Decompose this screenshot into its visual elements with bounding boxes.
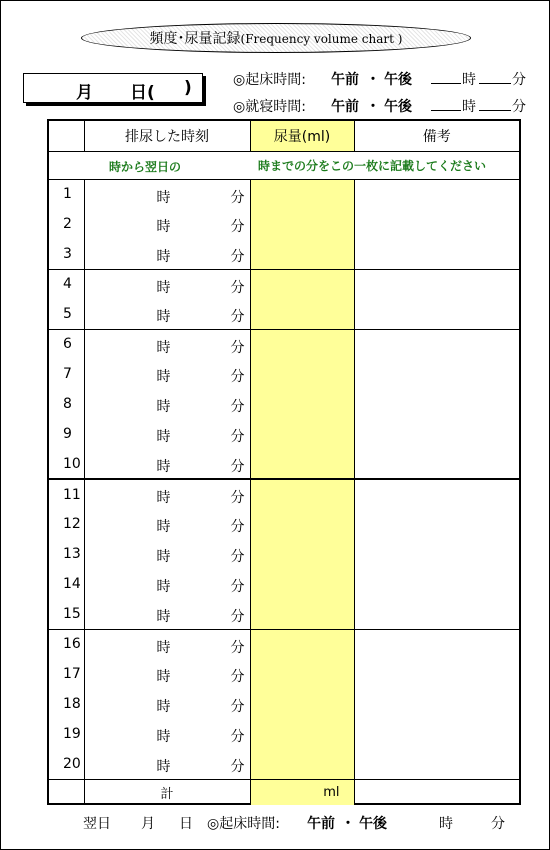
- hour-unit: 時: [156, 519, 171, 535]
- row-number: 2: [63, 216, 72, 232]
- void-time-cell[interactable]: [84, 479, 250, 509]
- minute-unit: 分: [230, 339, 245, 356]
- header-volume: 尿量(ml): [250, 121, 354, 151]
- notes-cell[interactable]: [354, 539, 519, 569]
- sleep-time-label: ◎就寝時間:: [233, 99, 306, 115]
- next-day-wake-label: ◎起床時間:: [207, 816, 280, 832]
- notes-cell[interactable]: [354, 599, 519, 629]
- table-row: [49, 389, 519, 419]
- header-void-time: 排尿した時刻: [84, 121, 250, 151]
- instruction-left-cell: [49, 151, 250, 179]
- hour-unit: 時: [156, 219, 171, 235]
- instruction-right-text: 時までの分をこの一枚に記載してください: [250, 151, 519, 179]
- minute-unit: 分: [230, 669, 245, 685]
- voiding-table: [47, 119, 521, 805]
- notes-cell[interactable]: [354, 629, 519, 659]
- table-row: [49, 479, 519, 509]
- next-day-wake-line: [83, 813, 523, 833]
- hour-unit: 時: [156, 369, 171, 385]
- sleep-pm-option[interactable]: 午後: [384, 99, 412, 115]
- hour-unit: 時: [156, 699, 171, 715]
- volume-cell[interactable]: [250, 239, 354, 269]
- hour-unit: 時: [156, 490, 171, 506]
- volume-cell[interactable]: [250, 479, 354, 509]
- date-paren-close: ): [184, 78, 192, 98]
- table-row: [49, 329, 519, 359]
- total-number-cell: [49, 779, 84, 805]
- table-row: [49, 239, 519, 269]
- volume-cell[interactable]: [250, 329, 354, 359]
- minute-unit: 分: [230, 399, 245, 415]
- wake-pm-option[interactable]: 午後: [384, 72, 412, 88]
- instruction-row: [49, 151, 519, 179]
- minute-unit: 分: [230, 519, 245, 535]
- volume-cell[interactable]: [250, 599, 354, 629]
- volume-cell[interactable]: [250, 389, 354, 419]
- table-row: [49, 629, 519, 659]
- sleep-am-option[interactable]: 午前: [331, 99, 359, 115]
- row-number: 9: [63, 426, 72, 442]
- sleep-hour-blank[interactable]: [431, 96, 461, 111]
- notes-cell[interactable]: [354, 329, 519, 359]
- row-number: 19: [63, 726, 81, 742]
- header-notes: 備考: [354, 121, 519, 151]
- notes-cell[interactable]: [354, 449, 519, 479]
- table-row: [49, 689, 519, 719]
- next-day-month-unit: 月: [141, 816, 155, 832]
- hour-unit: 時: [156, 189, 171, 206]
- void-time-cell[interactable]: [84, 179, 250, 209]
- wake-am-option[interactable]: 午前: [331, 72, 359, 88]
- notes-cell[interactable]: [354, 689, 519, 719]
- sleep-minute-unit: 分: [512, 99, 526, 115]
- void-time-cell[interactable]: [84, 209, 250, 239]
- row-number: 10: [49, 449, 84, 479]
- notes-cell[interactable]: [354, 239, 519, 269]
- instruction-left-text: 時から翌日の: [109, 159, 182, 174]
- table-body: [49, 151, 519, 779]
- notes-cell[interactable]: [354, 209, 519, 239]
- minute-unit: 分: [230, 429, 245, 445]
- table-row: [49, 209, 519, 239]
- title-banner: [81, 23, 471, 53]
- table-row: [49, 449, 519, 479]
- header-number: [49, 121, 84, 151]
- sleep-hour-unit: 時: [462, 99, 476, 115]
- notes-cell[interactable]: [354, 299, 519, 329]
- wake-dot: ・: [366, 72, 380, 88]
- date-month-label: 月: [76, 83, 93, 103]
- table-row: [49, 509, 519, 539]
- hour-unit: 時: [156, 669, 171, 685]
- table-row: [49, 599, 519, 629]
- notes-cell[interactable]: [354, 719, 519, 749]
- next-day-label: 翌日: [83, 816, 111, 832]
- total-label: 計: [84, 779, 250, 805]
- volume-cell[interactable]: [250, 419, 354, 449]
- hour-unit: 時: [156, 639, 171, 656]
- total-volume-unit: ml: [323, 784, 340, 800]
- void-time-cell[interactable]: [84, 239, 250, 269]
- sleep-time-line: [233, 96, 533, 116]
- void-time-cell[interactable]: [84, 299, 250, 329]
- minute-unit: 分: [230, 279, 245, 296]
- row-number: 12: [63, 516, 81, 532]
- void-time-cell[interactable]: [84, 719, 250, 749]
- next-day-minute-unit: 分: [491, 816, 505, 832]
- hour-unit: 時: [156, 609, 171, 625]
- volume-cell[interactable]: [250, 719, 354, 749]
- wake-time-label: ◎起床時間:: [233, 72, 306, 88]
- hour-unit: 時: [156, 459, 171, 475]
- total-volume-cell[interactable]: [250, 779, 354, 805]
- title-japanese: 頻度･尿量記録: [149, 31, 241, 47]
- row-number: 13: [63, 546, 81, 562]
- wake-time-line: [233, 69, 533, 89]
- voiding-table-grid: [49, 121, 519, 805]
- volume-cell[interactable]: [250, 629, 354, 659]
- void-time-cell[interactable]: [84, 599, 250, 629]
- minute-unit: 分: [230, 699, 245, 715]
- row-number: 8: [63, 396, 72, 412]
- minute-unit: 分: [230, 549, 245, 565]
- table-header-row: [49, 121, 519, 151]
- volume-cell[interactable]: [250, 299, 354, 329]
- minute-unit: 分: [230, 639, 245, 656]
- volume-cell[interactable]: [250, 269, 354, 299]
- wake-hour-unit: 時: [462, 72, 476, 88]
- hour-unit: 時: [156, 429, 171, 445]
- table-row: [49, 419, 519, 449]
- page-title: [150, 28, 403, 48]
- table-row: [49, 569, 519, 599]
- date-day-label: 日(: [130, 83, 155, 103]
- notes-cell[interactable]: [354, 479, 519, 509]
- volume-cell[interactable]: [250, 449, 354, 479]
- void-time-cell[interactable]: [84, 689, 250, 719]
- minute-unit: 分: [230, 189, 245, 206]
- volume-cell[interactable]: [250, 659, 354, 689]
- table-row: [49, 359, 519, 389]
- void-time-cell[interactable]: [84, 389, 250, 419]
- row-number: 4: [63, 276, 72, 293]
- row-number: 17: [63, 666, 81, 682]
- row-number: 15: [49, 599, 84, 629]
- hour-unit: 時: [156, 399, 171, 415]
- next-day-pm-option[interactable]: 午後: [359, 816, 387, 832]
- hour-unit: 時: [156, 309, 171, 325]
- hour-unit: 時: [156, 249, 171, 265]
- hour-unit: 時: [156, 759, 171, 775]
- void-time-cell[interactable]: [84, 269, 250, 299]
- notes-cell[interactable]: [354, 179, 519, 209]
- table-row: [49, 719, 519, 749]
- row-number: 20: [49, 749, 84, 779]
- minute-unit: 分: [230, 459, 245, 475]
- void-time-cell[interactable]: [84, 539, 250, 569]
- volume-cell[interactable]: [250, 749, 354, 779]
- hour-unit: 時: [156, 579, 171, 595]
- table-row: [49, 539, 519, 569]
- void-time-cell[interactable]: [84, 569, 250, 599]
- notes-cell[interactable]: [354, 659, 519, 689]
- row-number: 7: [63, 366, 72, 382]
- sleep-dot: ・: [366, 99, 380, 115]
- sleep-minute-blank[interactable]: [479, 96, 511, 111]
- hour-unit: 時: [156, 339, 171, 356]
- notes-cell[interactable]: [354, 509, 519, 539]
- void-time-cell[interactable]: [84, 509, 250, 539]
- minute-unit: 分: [230, 219, 245, 235]
- wake-minute-blank[interactable]: [479, 69, 511, 84]
- minute-unit: 分: [230, 759, 245, 775]
- row-number: 18: [63, 696, 81, 712]
- void-time-cell[interactable]: [84, 659, 250, 689]
- volume-cell[interactable]: [250, 359, 354, 389]
- row-number: 1: [63, 186, 72, 203]
- row-number: 3: [49, 239, 84, 269]
- notes-cell[interactable]: [354, 269, 519, 299]
- table-row: [49, 749, 519, 779]
- minute-unit: 分: [230, 729, 245, 745]
- total-row: [49, 779, 519, 805]
- total-notes-cell[interactable]: [354, 779, 519, 805]
- volume-cell[interactable]: [250, 569, 354, 599]
- row-number: 5: [49, 299, 84, 329]
- next-day-hour-unit: 時: [439, 816, 453, 832]
- row-number: 16: [63, 636, 81, 653]
- minute-unit: 分: [230, 309, 245, 325]
- wake-hour-blank[interactable]: [431, 69, 461, 84]
- hour-unit: 時: [156, 549, 171, 565]
- notes-cell[interactable]: [354, 359, 519, 389]
- minute-unit: 分: [230, 249, 245, 265]
- notes-cell[interactable]: [354, 569, 519, 599]
- volume-cell[interactable]: [250, 509, 354, 539]
- minute-unit: 分: [230, 369, 245, 385]
- title-english: (Frequency volume chart ): [240, 32, 403, 46]
- hour-unit: 時: [156, 729, 171, 745]
- row-number: 6: [63, 336, 72, 353]
- wake-minute-unit: 分: [512, 72, 526, 88]
- minute-unit: 分: [230, 609, 245, 625]
- next-day-am-option[interactable]: 午前: [307, 816, 335, 832]
- hour-unit: 時: [156, 279, 171, 296]
- row-number: 14: [63, 576, 81, 592]
- date-box[interactable]: [23, 73, 203, 103]
- next-day-day-unit: 日: [179, 816, 193, 832]
- row-number: 11: [63, 486, 81, 503]
- notes-cell[interactable]: [354, 419, 519, 449]
- minute-unit: 分: [230, 490, 245, 506]
- table-row: [49, 179, 519, 209]
- notes-cell[interactable]: [354, 389, 519, 419]
- notes-cell[interactable]: [354, 749, 519, 779]
- void-time-cell[interactable]: [84, 749, 250, 779]
- void-time-cell[interactable]: [84, 419, 250, 449]
- void-time-cell[interactable]: [84, 449, 250, 479]
- table-row: [49, 299, 519, 329]
- volume-cell[interactable]: [250, 209, 354, 239]
- minute-unit: 分: [230, 579, 245, 595]
- volume-cell[interactable]: [250, 689, 354, 719]
- volume-cell[interactable]: [250, 179, 354, 209]
- next-day-dot: ・: [341, 816, 355, 832]
- table-row: [49, 269, 519, 299]
- table-row: [49, 659, 519, 689]
- void-time-cell[interactable]: [84, 359, 250, 389]
- void-time-cell[interactable]: [84, 629, 250, 659]
- void-time-cell[interactable]: [84, 329, 250, 359]
- volume-cell[interactable]: [250, 539, 354, 569]
